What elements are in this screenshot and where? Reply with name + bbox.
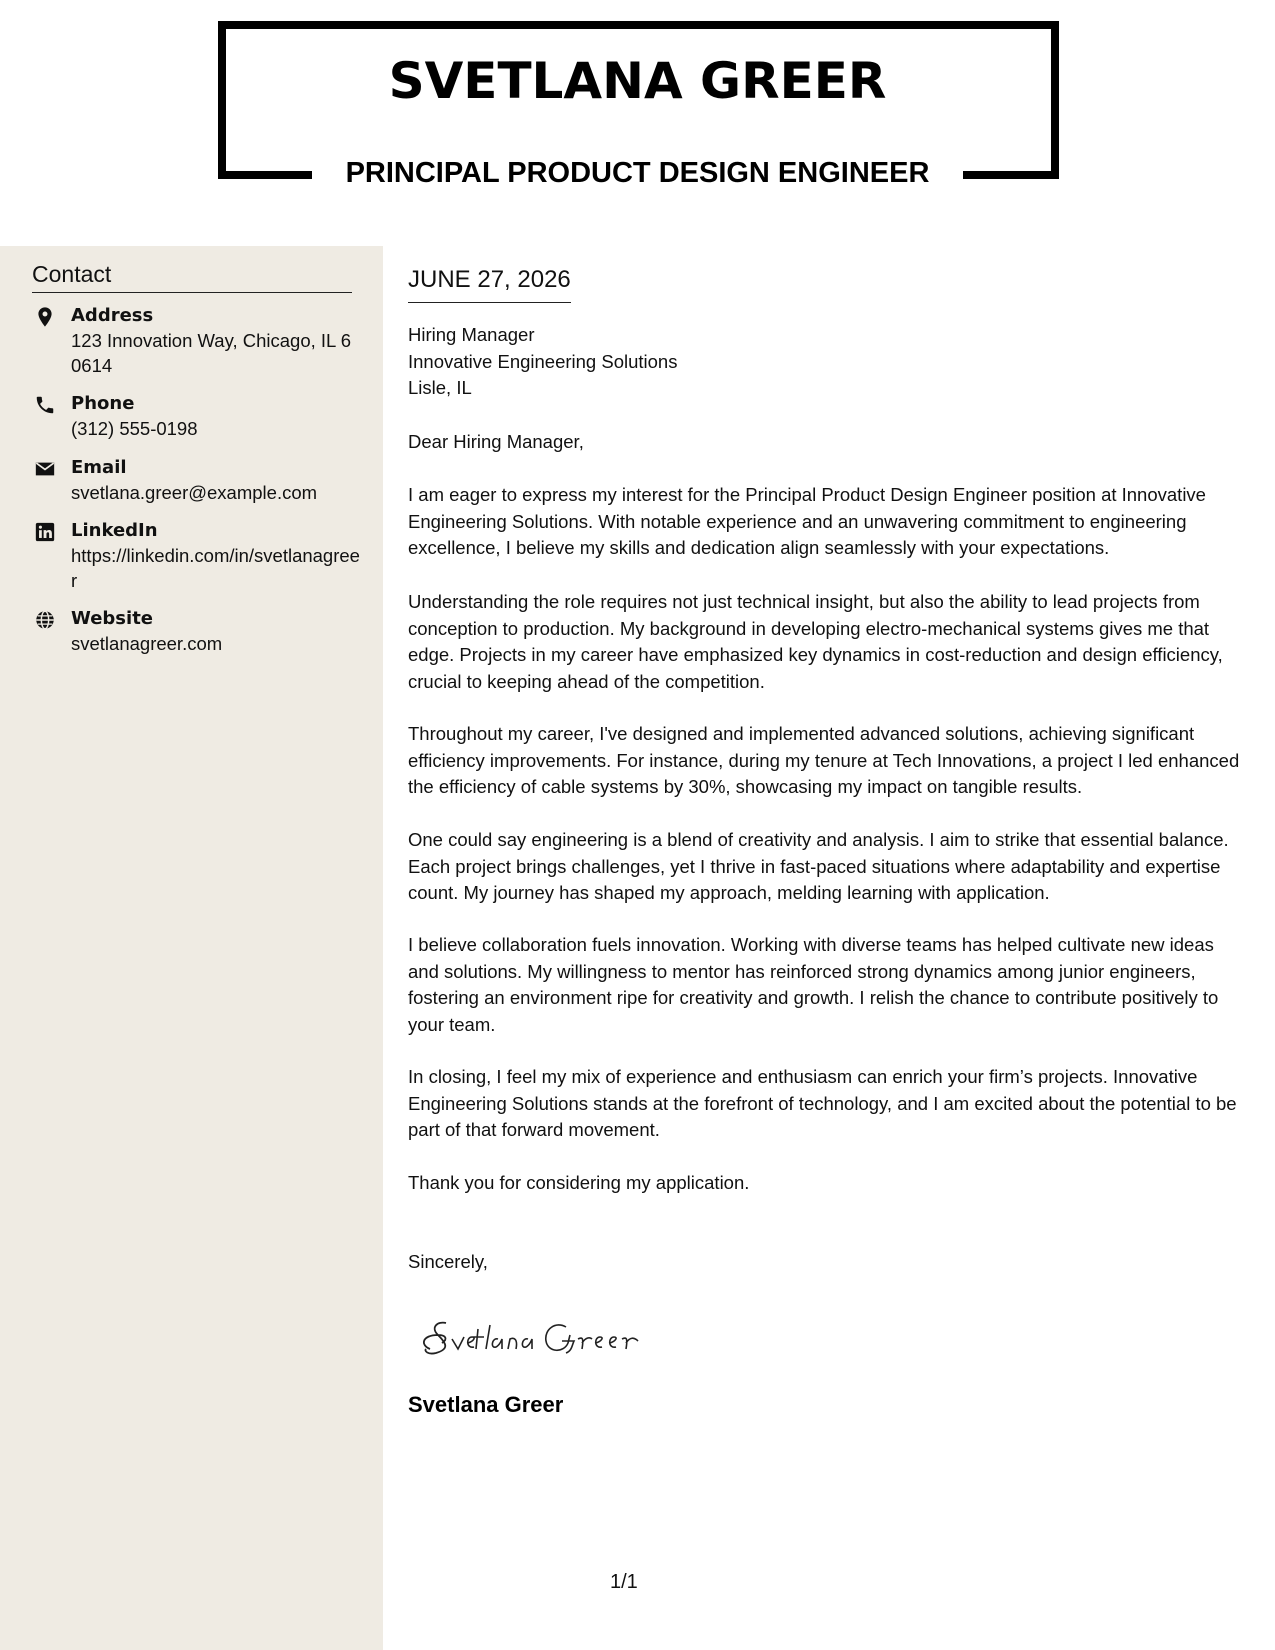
- website-value: svetlanagreer.com: [71, 633, 223, 654]
- applicant-name: SVETLANA GREER: [388, 52, 887, 110]
- page-number: 1/1: [610, 1571, 638, 1593]
- map-pin-icon: [34, 306, 56, 328]
- recipient-block: [408, 322, 677, 402]
- recipient-line: Hiring Manager: [408, 324, 535, 345]
- contact-label: Website: [71, 608, 154, 629]
- handwritten-signature: [416, 1305, 676, 1361]
- linkedin-value: https://linkedin.com/in/svetlanagreer: [71, 545, 360, 591]
- salutation: Dear Hiring Manager,: [408, 431, 584, 452]
- signer-name: Svetlana Greer: [408, 1392, 564, 1417]
- body-paragraph: I believe collaboration fuels innovation. Working with diverse teams has helped cultivate new ideas and solutions. My willingness to mentor has reinforced strong dynamics among junior engineers, fostering an environment ripe for creativity and growth. I relish the chance to contribute positively to your team.: [408, 934, 1219, 1035]
- closing: Sincerely,: [408, 1251, 488, 1272]
- contact-label: Email: [71, 457, 127, 478]
- body-paragraph: Throughout my career, I've designed and implemented advanced solutions, achieving significant efficiency improvements. For instance, during my tenure at Tech Innovations, a project I led enhanced the efficiency of cable systems by 30%, showcasing my impact on tangible results.: [408, 723, 1240, 797]
- job-title-container: [312, 148, 963, 198]
- address-value: 123 Innovation Way, Chicago, IL 60614: [71, 330, 352, 376]
- body-paragraph: Thank you for considering my application.: [408, 1172, 750, 1193]
- contact-heading: Contact: [32, 259, 352, 293]
- letter-date: JUNE 27, 2026: [408, 263, 571, 303]
- envelope-icon: [34, 458, 56, 480]
- recipient-line: Innovative Engineering Solutions: [408, 350, 678, 372]
- body-paragraph: Understanding the role requires not just technical insight, but also the ability to lead projects from conception to production. My background in developing electro-mechanical systems gives me that edge. Projects in my career have emphasized key dynamics in cost-reduction and design efficiency, crucial to keeping ahead of the competition.: [408, 591, 1223, 692]
- contact-label: Address: [71, 305, 154, 326]
- recipient-line: Lisle, IL: [408, 377, 472, 398]
- email-value: svetlana.greer@example.com: [71, 482, 318, 503]
- body-paragraph: One could say engineering is a blend of creativity and analysis. I aim to strike that essential balance. Each project brings challenges, yet I thrive in fast-paced situations where adaptability and expertise count. My journey has shaped my approach, melding learning with application.: [408, 829, 1229, 903]
- linkedin-icon: [34, 521, 56, 543]
- contact-label: Phone: [71, 393, 135, 414]
- phone-value: (312) 555-0198: [71, 418, 198, 439]
- globe-icon: [34, 609, 56, 631]
- job-title: PRINCIPAL PRODUCT DESIGN ENGINEER: [345, 157, 930, 189]
- phone-icon: [34, 394, 56, 416]
- body-paragraph: In closing, I feel my mix of experience and enthusiasm can enrich your firm’s projects. Innovative Engineering Solutions stands at the forefront of technology, and I am excited about the potential to be part of that forward movement.: [408, 1066, 1237, 1140]
- body-paragraph: I am eager to express my interest for the Principal Product Design Engineer position at Innovative Engineering Solutions. With notable experience and an unwavering commitment to engineering excellence, I believe my skills and dedication align seamlessly with your expectations.: [408, 484, 1206, 558]
- contact-label: LinkedIn: [71, 520, 158, 541]
